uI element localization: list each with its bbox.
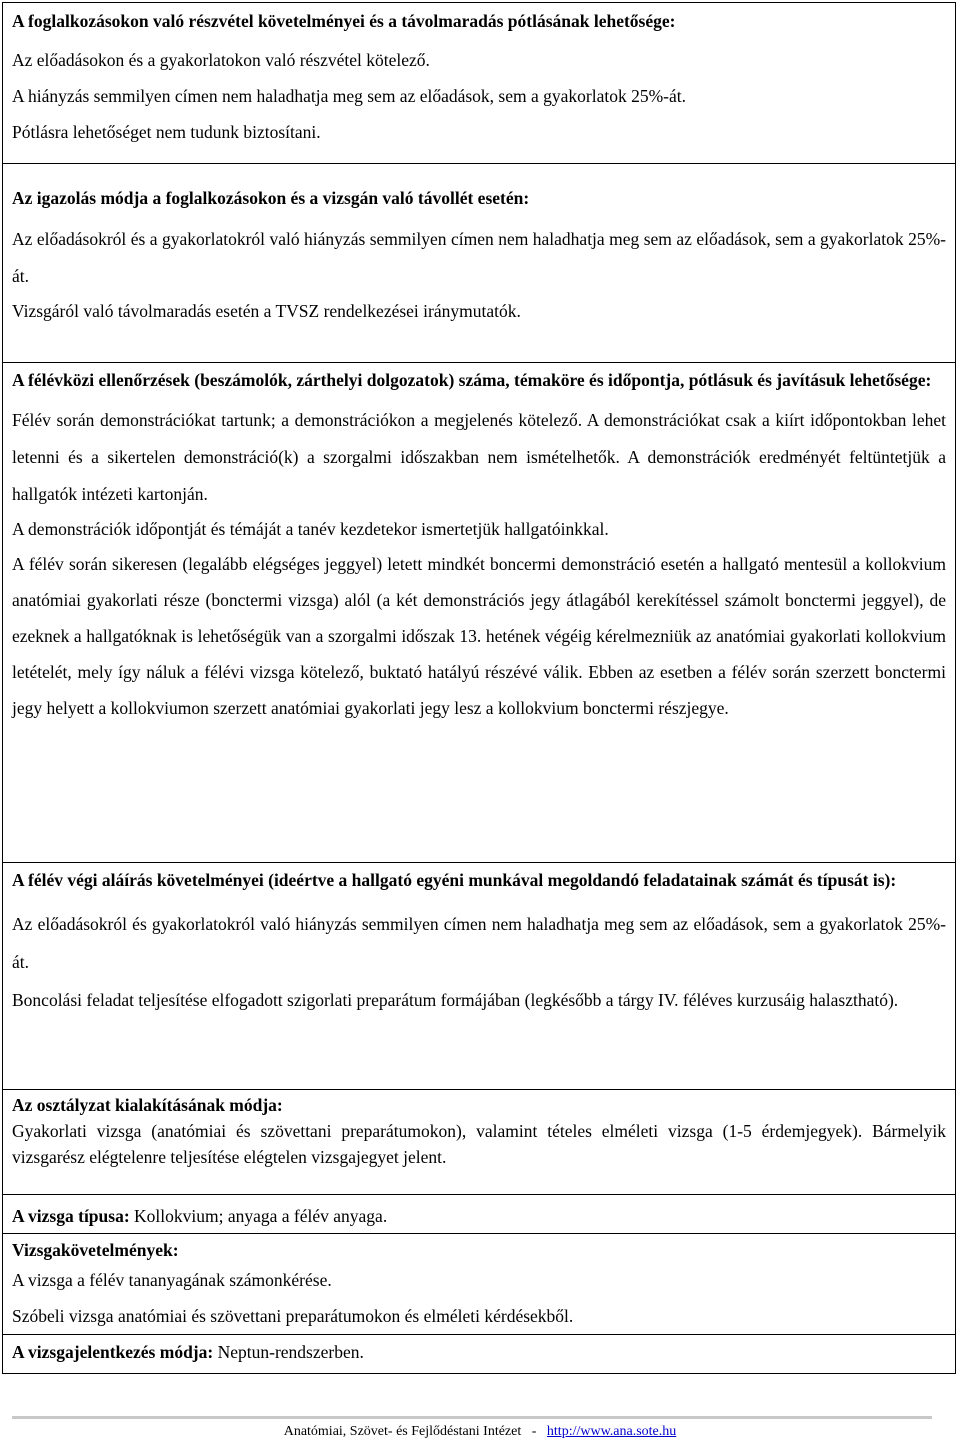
- text-line: A hiányzás semmilyen címen nem haladhatja meg sem az előadások, sem a gyakorlatok 25%-át.: [12, 86, 687, 106]
- paragraph: Gyakorlati vizsga (anatómiai és szövettani preparátumokon), valamint tételes elméleti vizsga (1-5 érdemjegyek). Bármelyik vizsgarész elégtelenre teljesítése elégtelen vizsgajegyet jelent.: [12, 1121, 946, 1167]
- section-exam-requirements: [3, 1234, 956, 1335]
- field-value: Neptun-rendszerben.: [213, 1342, 364, 1362]
- section-midterm-checks: [3, 363, 956, 863]
- requirements-table: [2, 2, 956, 1374]
- footer-divider: [12, 1416, 932, 1419]
- section-heading: Az igazolás módja a foglalkozásokon és a vizsgán való távollét esetén:: [12, 188, 530, 208]
- text-line: Szóbeli vizsga anatómiai és szövettani preparátumokon és elméleti kérdésekből.: [12, 1306, 574, 1326]
- section-midterm-cell: [3, 363, 956, 863]
- page-footer: [0, 1424, 960, 1440]
- field-label: A vizsgajelentkezés módja:: [12, 1342, 214, 1362]
- footer-link[interactable]: http://www.ana.sote.hu: [546, 1424, 677, 1439]
- field-label: A vizsga típusa:: [12, 1206, 130, 1226]
- field-value: Kollokvium; anyaga a félév anyaga.: [129, 1206, 388, 1226]
- section-grading: [3, 1090, 956, 1195]
- section-exam-req-cell: [3, 1234, 956, 1335]
- section-heading: A foglalkozásokon való részvétel követelményei és a távolmaradás pótlásának lehetősége:: [12, 11, 676, 31]
- paragraph: Az előadásokról és a gyakorlatokról való hiányzás semmilyen címen nem haladhatja meg sem az előadások, sem a gyakorlatok 25%-át.: [12, 229, 946, 286]
- section-signature-requirements: [3, 863, 956, 1090]
- section-signature-cell: [3, 863, 956, 1090]
- paragraph: A demonstrációk időpontját és témáját a tanév kezdetekor ismertetjük hallgatóinkkal.: [12, 519, 609, 539]
- paragraph: Boncolási feladat teljesítése elfogadott szigorlati preparátum formájában (legkésőbb a tárgy IV. féléves kurzusáig halasztható).: [12, 990, 899, 1010]
- paragraph: Vizsgáról való távolmaradás esetén a TVSZ rendelkezései iránymutatók.: [12, 301, 521, 321]
- section-absence-justification: [3, 164, 956, 363]
- section-heading: Vizsgakövetelmények:: [12, 1240, 179, 1260]
- paragraph: A félév során sikeresen (legalább elégséges jeggyel) letett mindkét boncermi demonstráció esetén a hallgató mentesül a kollokvium anatómiai gyakorlati része (bonctermi vizsga) alól (a két demonstrációs jegy átlagából kerekítéssel számolt bonctermi jeggyel), de ezeknek a hallgatóknak is lehetőségük van a szorgalmi időszak 13. hetének végéig kérelmezniük az anatómiai gyakorlati kollokvium letételét, mely így náluk a félévi vizsga kötelező, buktató hatályú részévé válik. Ebben az esetben a félév során szerzett bonctermi jegy helyett a kollokviumon szerzett anatómiai gyakorlati jegy lesz a kollokvium bonctermi részjegye.: [12, 554, 946, 718]
- section-heading: A félévközi ellenőrzések (beszámolók, zárthelyi dolgozatok) száma, témaköre és időpontja, pótlásuk és javításuk lehetősége:: [12, 370, 932, 390]
- paragraph: Az előadásokról és gyakorlatokról való hiányzás semmilyen címen nem haladhatja meg sem az előadások, sem a gyakorlatok 25%-át.: [12, 914, 946, 972]
- section-absence-cell: [3, 164, 956, 363]
- section-heading: Az osztályzat kialakításának módja:: [12, 1095, 283, 1115]
- section-attendance: [3, 3, 956, 164]
- text-line: Pótlásra lehetőséget nem tudunk biztosítani.: [12, 122, 321, 142]
- section-exam-registration: [3, 1335, 956, 1374]
- section-exam-type-cell: [3, 1195, 956, 1234]
- section-grading-cell: [3, 1090, 956, 1195]
- section-exam-type: [3, 1195, 956, 1234]
- text-line: A vizsga a félév tananyagának számonkérése.: [12, 1270, 332, 1290]
- paragraph: Félév során demonstrációkat tartunk; a demonstrációkon a megjelenés kötelező. A demonstrációkat csak a kiírt időpontokban lehet letenni és a sikertelen demonstráció(k) a szorgalmi időszakban nem ismételhetők. A demonstrációk eredményét feltüntetjük a hallgatók intézeti kartonján.: [12, 410, 946, 504]
- section-attendance-cell: [3, 3, 956, 164]
- text-line: Az előadásokon és a gyakorlatokon való részvétel kötelező.: [12, 50, 430, 70]
- section-heading: A félév végi aláírás követelményei (ideértve a hallgató egyéni munkával megoldandó feladatainak számát és típusát is):: [12, 870, 897, 890]
- footer-separator: -: [521, 1424, 547, 1439]
- footer-institute: Anatómiai, Szövet- és Fejlődéstani Intézet: [283, 1424, 522, 1439]
- section-registration-cell: [3, 1335, 956, 1374]
